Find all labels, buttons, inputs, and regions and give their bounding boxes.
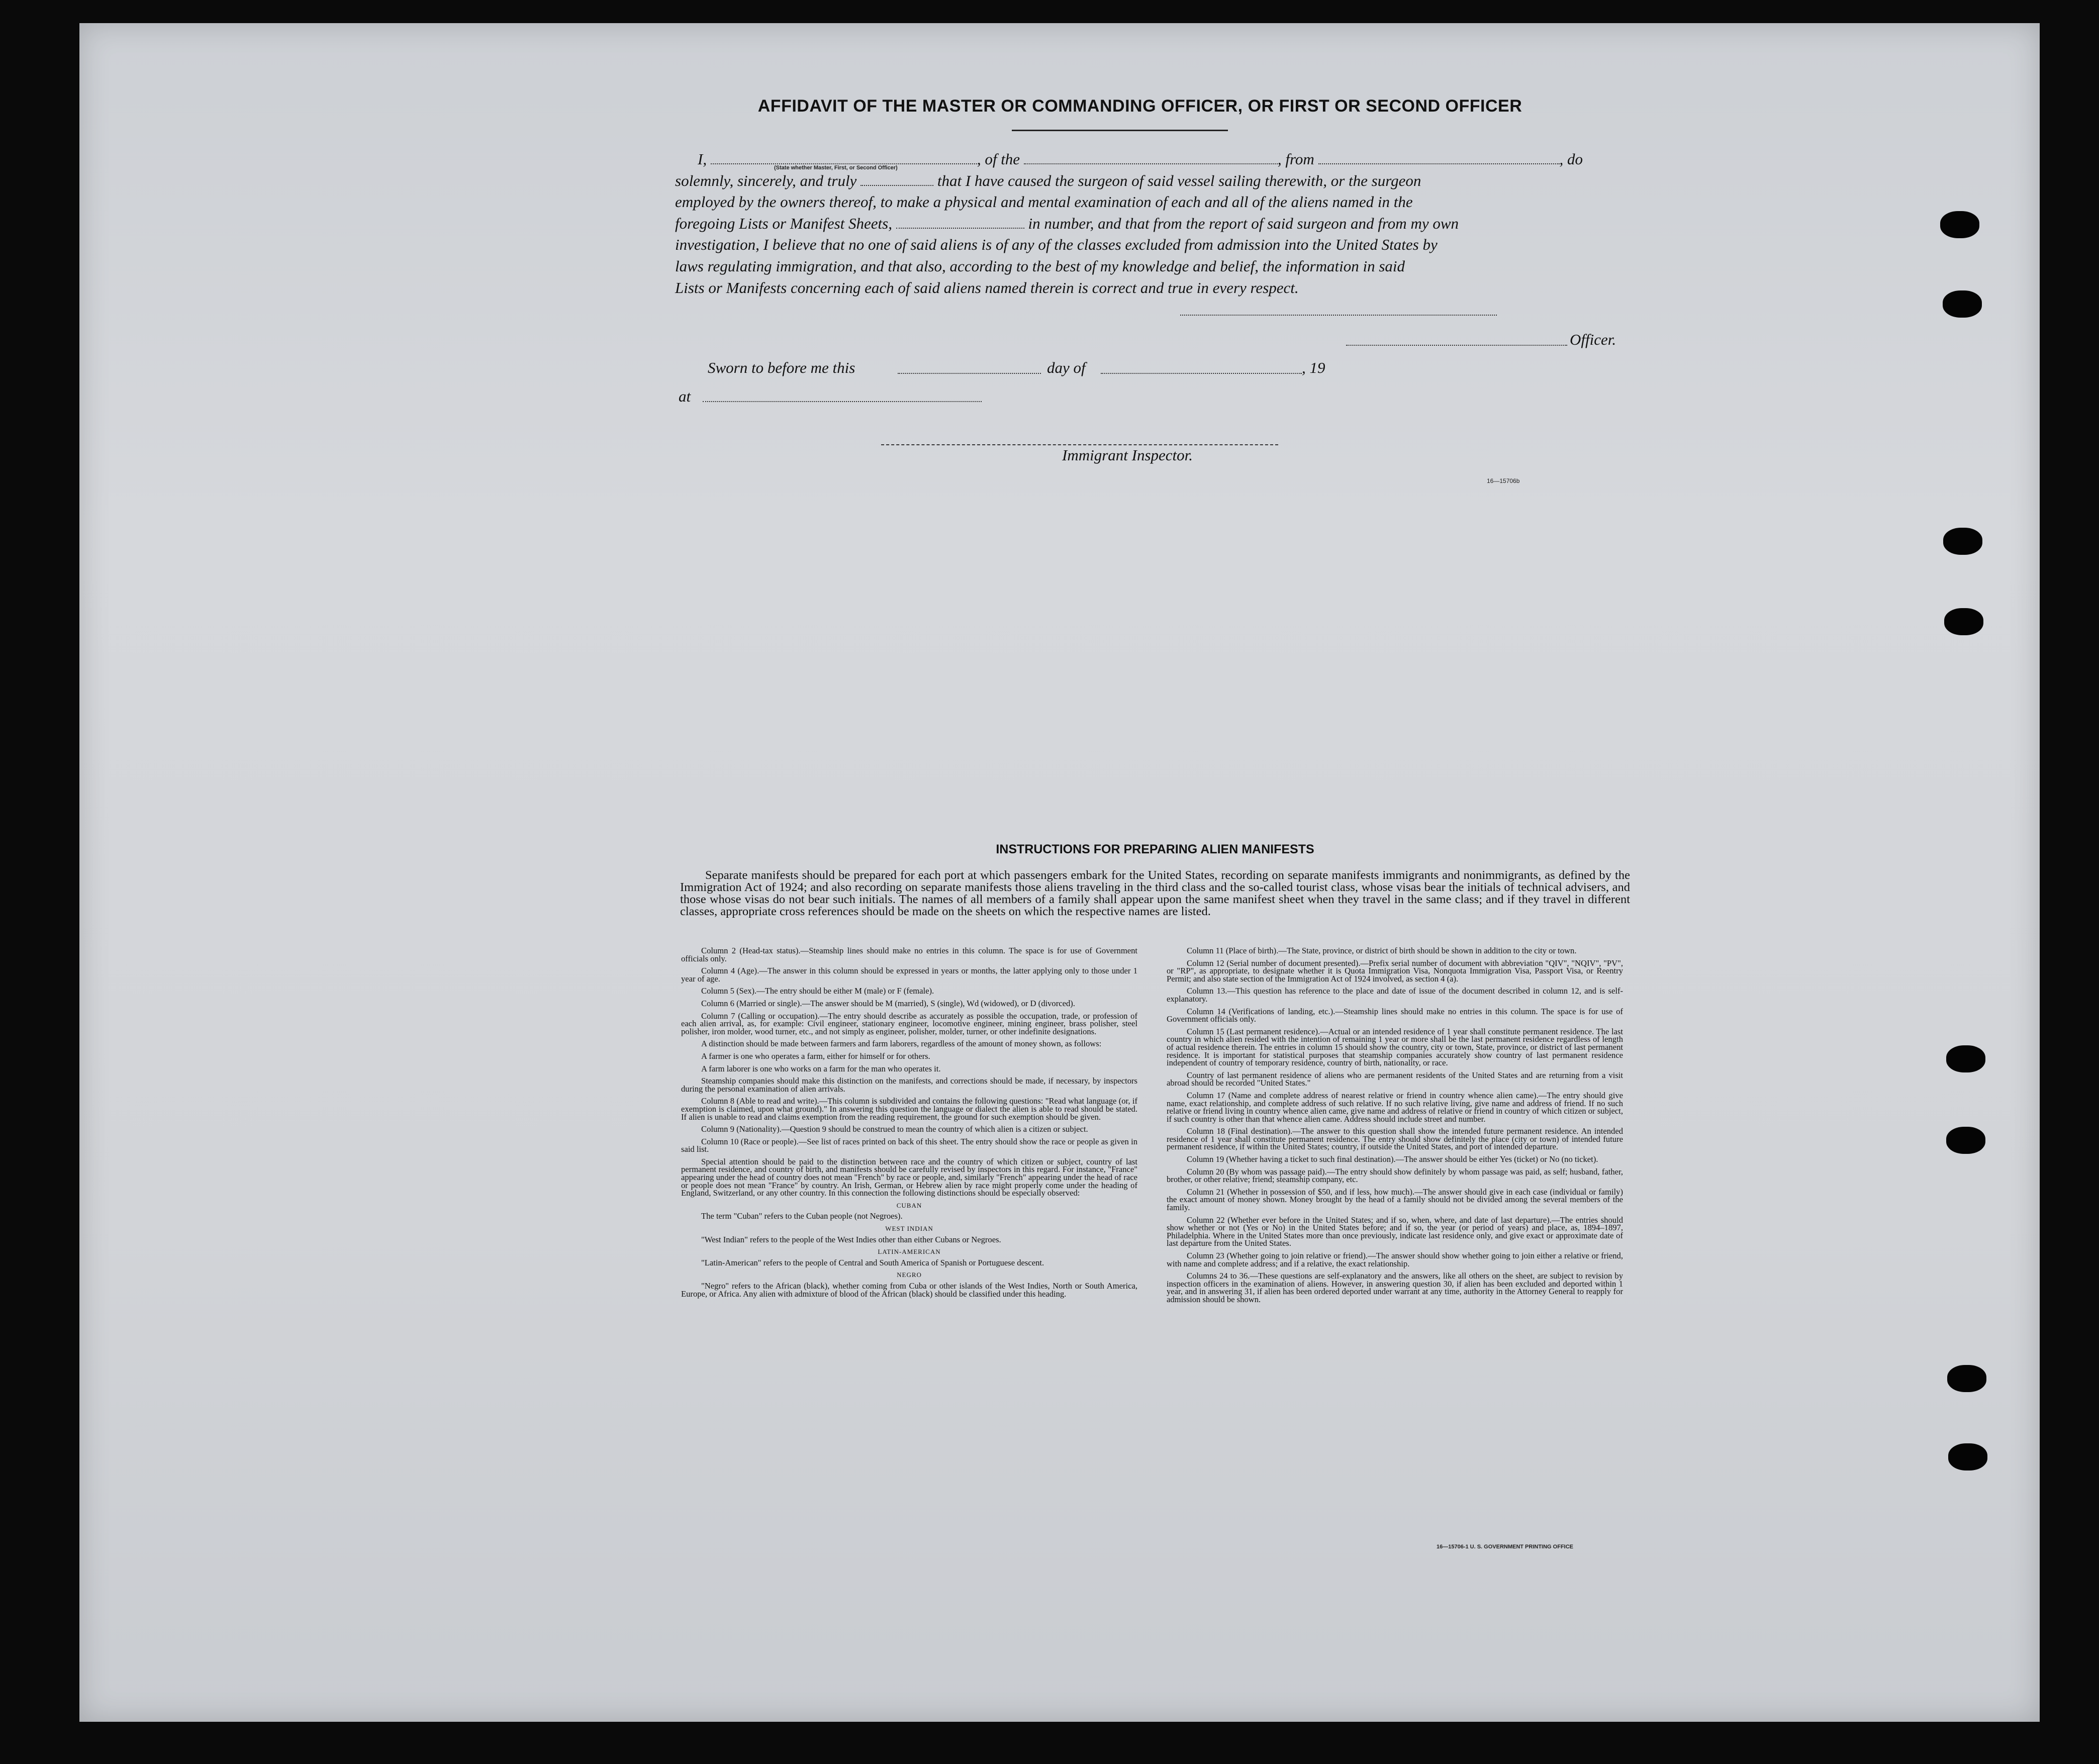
instruction-paragraph: Steamship companies should make this distinction on the manifests, and corrections should be made, if necessary, by inspectors during the personal examination of alien arrivals.	[681, 1076, 1137, 1094]
instruction-paragraph: Column 22 (Whether ever before in the United States; and if so, when, where, and date of last departure).—The entries should show whether or not (Yes or No) in the United States before; and if so, the year (or period of years) and place, as, 1894–1897, Philadelphia. Where in the United States more than once previously, indicate last residence only, and give exact or approximate date of last departure from the United States.	[1167, 1215, 1623, 1248]
affidavit-line-4: foregoing Lists or Manifest Sheets, in number, and that from the report of said surgeon and from my own	[675, 214, 1459, 232]
affidavit-line-2: solemnly, sincerely, and truly that I have caused the surgeon of said vessel sailing therewith, or the surgeon	[675, 171, 1421, 189]
instruction-paragraph: Column 5 (Sex).—The entry should be either M (male) or F (female).	[701, 986, 934, 996]
punch-hole	[1943, 290, 1982, 318]
instruction-paragraph: Column 10 (Race or people).—See list of races printed on back of this sheet. The entry should show the race or people as given in said list.	[681, 1136, 1137, 1154]
instructions-intro: Separate manifests should be prepared for each port at which passengers embark for the United States, recording on separate manifests immigrants and nonimmigrants, as defined by the Immigration Act of 1924; and also recording on separate manifests those aliens traveling in the third class and the so-called tourist class, whose visas bear the initials of technical advisers, and those whose visas do not bear such initials. The names of all members of a family shall appear upon the same manifest sheet when they travel in the same class; and if they travel in different classes, appropriate cross references should be made on the sheets on which the respective names are listed.	[680, 868, 1630, 918]
affidavit-line-7: Lists or Manifests concerning each of said aliens named therein is correct and true in every respect.	[675, 278, 1299, 297]
cuban-heading: CUBAN	[896, 1201, 922, 1209]
instruction-paragraph: Column 19 (Whether having a ticket to such final destination).—The answer should be either Yes (ticket) or No (no ticket).	[1187, 1154, 1598, 1164]
instruction-paragraph: Country of last permanent residence of aliens who are permanent residents of the United States and are returning from a visit abroad should be recorded "United States."	[1167, 1070, 1623, 1088]
instruction-paragraph: Column 15 (Last permanent residence).—Actual or an intended residence of 1 year shall constitute permanent residence. The last country in which alien resided with the intention of remaining 1 year or more shall be the last permanent residence regardless of length of actual residence therein. The entries in column 15 should show the country, city or town, State, province, or district of last permanent residence. It is important for statistical purposes that steamship companies accurately show country of last permanent residence independent of country of temporary residence, country of birth, nationality, or race.	[1167, 1026, 1623, 1068]
affidavit-line-1: I, , of the , from , do	[698, 150, 1583, 168]
punch-hole	[1940, 211, 1979, 238]
instruction-paragraph: Column 17 (Name and complete address of nearest relative or friend in country whence alien came).—The entry should give name, exact relationship, and complete address of such relative. If no such relative living, give name and address of friend. If no such relative or friend living in country whence alien came, give name and address of relative or friend in country of which citizen or subject, if such country is other than that whence alien came. Address should include street and number.	[1167, 1090, 1623, 1124]
officer-rank-note: (State whether Master, First, or Second Officer)	[774, 165, 898, 171]
at-label: at	[679, 387, 691, 405]
instruction-paragraph: Column 7 (Calling or occupation).—The entry should describe as accurately as possible the occupation, trade, or profession of each alien arrival, as, for example: Civil engineer, stationary engineer, locomotive engineer, mining engineer, brass polisher, steel polisher, iron molder, wood turner, etc., and not simply as engineer, polisher, molder, turner, or other indefinite designations.	[681, 1011, 1137, 1036]
form-number: 16—15706b	[1487, 477, 1520, 484]
instruction-paragraph: A farm laborer is one who works on a farm for the man who operates it.	[701, 1063, 941, 1073]
signature-line-upper	[1180, 315, 1497, 316]
negro-heading: NEGRO	[897, 1271, 922, 1279]
instruction-paragraph: Column 18 (Final destination).—The answer to this question shall show the intended future permanent residence. An intended residence of 1 year shall constitute permanent residence. The entry should show definitely the place (city or town) of intended future permanent residence, if within the United States; country, if outside the United States, and port of intended departure.	[1167, 1126, 1623, 1152]
aliens-count-blank	[896, 228, 1024, 229]
officer-label: Officer.	[1570, 331, 1616, 348]
punch-hole	[1946, 1045, 1985, 1072]
instruction-paragraph: Columns 24 to 36.—These questions are self-explanatory and the answers, like all others on the sheet, are subject to revision by inspection officers in the examination of aliens. However, in answering question 30, if alien has been excluded and deported within 1 year, and in answering 31, if alien has been ordered deported under warrant at any time, authority in the Attorney General to reapply for admission should be shown.	[1167, 1271, 1623, 1304]
instruction-paragraph: Special attention should be paid to the distinction between race and the country of which citizen or subject, country of last permanent residence, and country of birth, and manifests should be carefully revised by inspectors in this regard. For instance, "France" appearing under the head of country does not mean "French" by race or people, and, similarly "French" appearing under the head of race or people does not mean "France" by country. An Irish, German, or Hebrew alien by race might properly come under the heading of England, Switzerland, or any other country. In this connection the following distinctions should be especially observed:	[681, 1156, 1137, 1198]
instructions-left-column	[681, 947, 1137, 1302]
west-indian-heading: WEST INDIAN	[885, 1225, 933, 1233]
title-divider	[1012, 130, 1228, 131]
instruction-paragraph: Column 21 (Whether in possession of $50, and if less, how much).—The answer should give in each case (individual or family) the exact amount of money shown. Money brought by the head of a family should not be divided among the several members of the family.	[1167, 1187, 1623, 1213]
printing-office-footer: 16—15706-1 U. S. GOVERNMENT PRINTING OFFICE	[1437, 1544, 1574, 1550]
latin-american-heading: LATIN-AMERICAN	[878, 1248, 941, 1256]
punch-hole	[1948, 1443, 1987, 1471]
instruction-paragraph: Column 4 (Age).—The answer in this column should be expressed in years or months, the latter applying only to those under 1 year of age.	[681, 966, 1137, 984]
instruction-paragraph: Column 23 (Whether going to join relative or friend).—The answer should show whether going to join either a relative or friend, with name and complete address; and if a relative, the exact relationship.	[1167, 1251, 1623, 1268]
day-of-label: day of	[1047, 359, 1086, 376]
signature-line-officer	[1346, 345, 1567, 346]
inspector-label: Immigrant Inspector.	[1062, 446, 1193, 464]
affidavit-body	[675, 149, 1630, 299]
punch-hole	[1943, 528, 1982, 555]
punch-hole	[1946, 1127, 1985, 1154]
cuban-definition: The term "Cuban" refers to the Cuban people (not Negroes).	[701, 1211, 903, 1221]
sworn-day-blank	[898, 373, 1041, 374]
instruction-paragraph: Column 2 (Head-tax status).—Steamship lines should make no entries in this column. The space is for use of Government officials only.	[681, 946, 1137, 963]
instruction-paragraph: A farmer is one who operates a farm, either for himself or for others.	[701, 1051, 930, 1061]
instruction-paragraph: Column 12 (Serial number of document presented).—Prefix serial number of document with abbreviation "QIV", "NQIV", "PV", or "RP", as appropriate, to designate whether it is Quota Immigration Visa, Nonquota Immigration Visa, Passport Visa, or Reentry Permit; and also state section of the Immigration Act of 1924 involved, as section 4 (a).	[1167, 958, 1623, 984]
instruction-paragraph: Column 20 (By whom was passage paid).—The entry should show definitely by whom passage was paid, as self; husband, father, brother, or other relative; friend; steamship company, etc.	[1167, 1166, 1623, 1185]
sworn-month-blank	[1101, 373, 1302, 374]
instruction-paragraph: Column 9 (Nationality).—Question 9 should be construed to mean the country of which alien is a citizen or subject.	[701, 1124, 1088, 1134]
affidavit-title: AFFIDAVIT OF THE MASTER OR COMMANDING OFFICER, OR FIRST OR SECOND OFFICER	[757, 96, 1522, 116]
instruction-paragraph: Column 13.—This question has reference to the place and date of issue of the document described in column 12, and is self-explanatory.	[1167, 986, 1623, 1004]
instruction-paragraph: Column 14 (Verifications of landing, etc.).—Steamship lines should make no entries in this column. The space is for use of Government officials only.	[1167, 1006, 1623, 1024]
sworn-label: Sworn to before me this	[708, 359, 855, 376]
document-page	[79, 23, 2040, 1722]
instructions-title: INSTRUCTIONS FOR PREPARING ALIEN MANIFESTS	[996, 842, 1314, 856]
officer-rank-blank	[711, 163, 977, 164]
port-from-blank	[1318, 163, 1560, 164]
year-prefix: , 19	[1302, 359, 1325, 376]
west-indian-definition: "West Indian" refers to the people of the West Indies other than either Cubans or Negroes.	[701, 1234, 1001, 1244]
affidavit-line-5: investigation, I believe that no one of said aliens is of any of the classes excluded from admission into the United States by	[675, 236, 1438, 254]
affidavit-line-3: employed by the owners thereof, to make a physical and mental examination of each and all of the aliens named in the	[675, 193, 1413, 211]
negro-definition: "Negro" refers to the African (black), whether coming from Cuba or other islands of the West Indies, North or South America, Europe, or Africa. Any alien with admixture of blood of the African (black) should be classified under this heading.	[681, 1281, 1137, 1299]
instructions-right-column	[1167, 947, 1623, 1308]
instruction-paragraph: Column 11 (Place of birth).—The State, province, or district of birth should be shown in addition to the city or town.	[1187, 946, 1577, 955]
punch-hole	[1947, 1365, 1986, 1392]
at-place-blank	[703, 401, 982, 402]
inspector-signature-line	[881, 444, 1278, 445]
truly-blank	[861, 185, 933, 186]
instruction-paragraph: Column 8 (Able to read and write).—This column is subdivided and contains the following questions: "Read what language (or, if exemption is claimed, upon what ground)." In answering this question the language or dialect the alien is able to read should be stated. If alien is unable to read and claims exemption from the reading requirement, the ground for such exemption should be given.	[681, 1096, 1137, 1122]
affidavit-line-6: laws regulating immigration, and that also, according to the best of my knowledge and belief, the information in said	[675, 257, 1405, 275]
punch-hole	[1944, 608, 1983, 635]
latin-american-definition: "Latin-American" refers to the people of Central and South America of Spanish or Portuguese descent.	[701, 1257, 1044, 1267]
instruction-paragraph: A distinction should be made between farmers and farm laborers, regardless of the amount of money shown, as follows:	[701, 1039, 1102, 1049]
instruction-paragraph: Column 6 (Married or single).—The answer should be M (married), S (single), Wd (widowed), or D (divorced).	[701, 998, 1075, 1008]
vessel-name-blank	[1024, 163, 1278, 164]
